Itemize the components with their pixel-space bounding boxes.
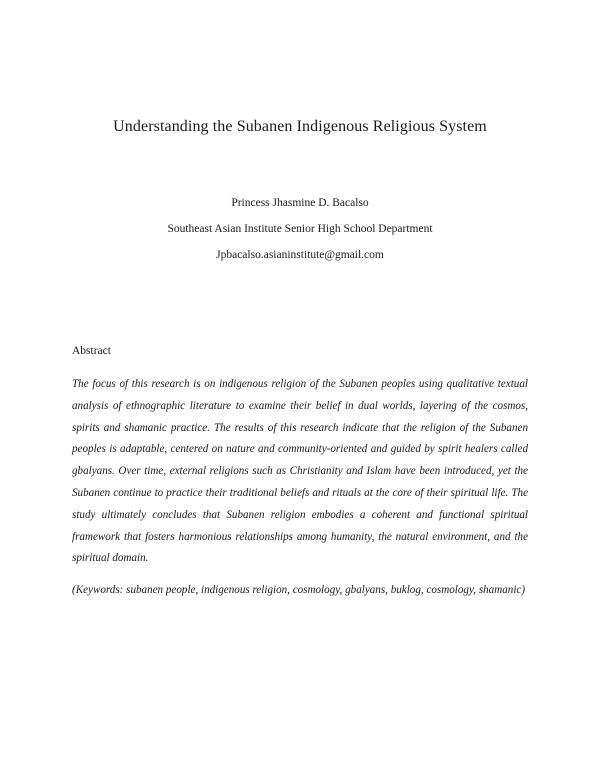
abstract-heading: Abstract	[72, 345, 111, 357]
paper-title: Understanding the Subanen Indigenous Religious System	[113, 118, 487, 135]
author-email: Jpbacalso.asianinstitute@gmail.com	[216, 249, 384, 261]
abstract-body: The focus of this research is on indigenous religion of the Subanen peoples using qualitative textual analysis of ethnographic literature to examine their belief in dual worlds, layering of the cosmos, spirits and shamanic practice. The results of this research indicate that the religion of the Subanen peoples is adaptable, centered on nature and community-oriented and guided by spirit healers called gbalyans. Over time, external religions such as Christianity and Islam have been introduced, yet the Subanen continue to practice their traditional beliefs and rituals at the core of their spiritual life. The study ultimately concludes that Subanen religion embodies a coherent and functional spiritual framework that fosters harmonious relationships among humanity, the natural environment, and the spiritual domain.	[72, 378, 528, 565]
author-name: Princess Jhasmine D. Bacalso	[231, 197, 369, 209]
keywords: (Keywords: subanen people, indigenous religion, cosmology, gbalyans, buklog, cosmology, shamanic)	[72, 584, 526, 596]
author-block	[0, 190, 600, 268]
author-affiliation: Southeast Asian Institute Senior High School Department	[167, 223, 433, 235]
